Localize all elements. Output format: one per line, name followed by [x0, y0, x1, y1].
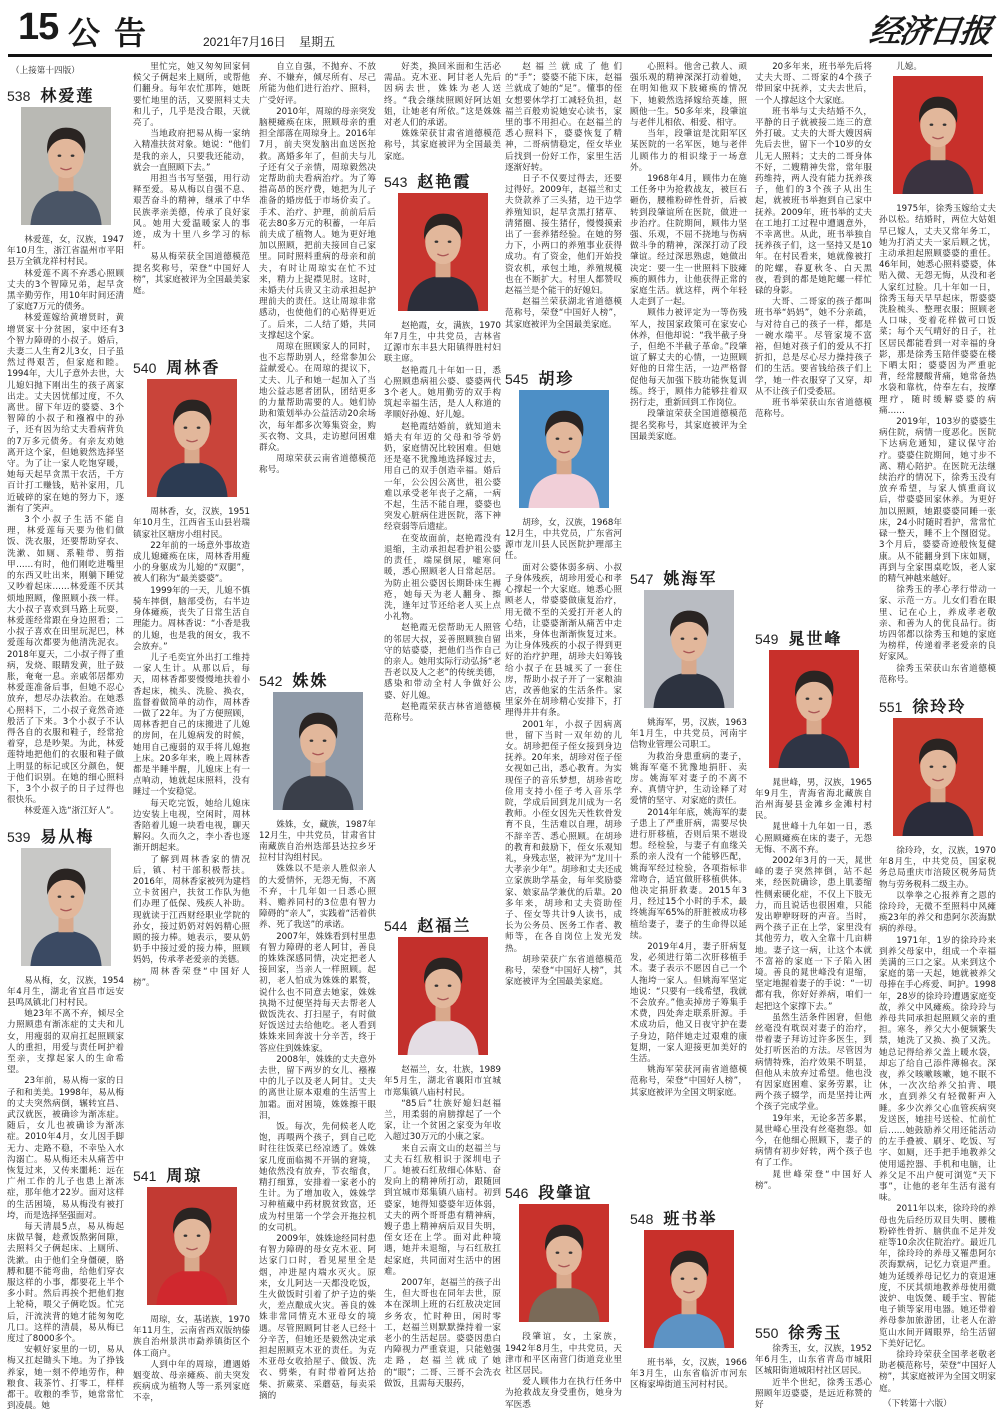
article-paragraph: 2007年，姝姝看到村里患有智力障碍的老人阿甘，善良的姝姝深感同情，决定把老人接回家，当亲人一样照顾。起初，老人怕成为姝姝的累赘，说什么也不同意去她家，姝姝执拗不过便坚持每天去帮老人做饭洗衣、打扫屋子，有时做好饭送过去给他吃。老人看到姝姝来回奔波十分辛苦，终于答应住到姝姝家。	[259, 931, 376, 1054]
article-paragraph: 1968年4月，顾伟力在施工任务中为抢救战友，被巨石砸伤，腰椎粉碎性骨折，后被转到段肇谊所在医院，做进一步治疗。住院期间，顾伟力坚强、乐观，不屈不挠地与伤病做斗争的精神，深深打动了段肇谊。经过深思熟虑，她做出决定：要一生一世照料下肢瘫痪的顾伟力，让他获得正常的家庭生活。就这样，两个年轻人走到了一起。	[630, 174, 747, 308]
entry-name: 班书举	[663, 1208, 718, 1228]
article-paragraph: “85后”壮族好媳妇赵福兰，用柔弱的肩膀撑起了一个家，让一个贫困之家变为年收入超过30万元的小康之家。	[384, 1098, 501, 1143]
article-paragraph: 当地政府把易从梅一家纳入精准扶贫对象。她说：“他们是我的亲人，只要我还能动，就会一直照顾下去。”	[133, 129, 250, 173]
entry-heading	[505, 366, 622, 388]
article-paragraph: 面对公婆体弱多病、小叔子身体残疾，胡珍用爱心和孝心撑起一个大家庭。她悉心照顾老人，带婆婆做康复治疗，用无微不至的关爱打开老人的心结，让婆婆渐渐从痛苦中走出来，身体也渐渐恢复过来。为让身体残疾的小叔子得到更好的治疗护理，胡珍夫妇筹钱给小叔子在县城买了一套住房，帮助小叔子开了一家粮油店，改善他家的生活条件。家里家外在胡珍精心安排下，打理得井井有条。	[505, 562, 622, 719]
entry-name: 晁世峰	[788, 628, 843, 648]
entry-number: 545	[505, 370, 529, 387]
article-paragraph: 赵艳霞荣获吉林省道德模范称号。	[384, 701, 501, 723]
article-paragraph: 为救治身患重病的妻子，姚海军毫不犹豫地捐肝、卖房。姚海军对妻子的不离不弃、真情守护，生动诠释了对爱情的坚守、对家庭的责任。	[630, 751, 747, 807]
article-paragraph: 易从梅，女，汉族，1954年4月生，湖北省宜昌市远安县鸣凤镇北门村村民。	[7, 975, 124, 1008]
article-paragraph: 林爱莲嫁给黄增贤时，黄增贤家十分贫困，家中还有3个智力障碍的小叔子。婚后，夫妻二人生育2儿3女，日子虽然过得艰苦，但家庭和睦。1994年，大儿子意外去世，大儿媳妇抛下刚出生的孩子离家出走。丈夫因忧郁过度，不久离世。留下年迈的婆婆、3个智障的小叔子和襁褓中的孙子，还有因为给丈夫看病背负的7万多元债务。有亲友劝她离开这个家，但她毅然选择坚守。为了让一家人吃饱穿暖，她每天起早贪黑干农活，千方百计打工赚钱，贴补家用，几近破碎的家在她的努力下，逐渐有了笑声。	[7, 313, 124, 514]
article-paragraph: 徐玲玲，女，汉族，1970年8月生，中共党员，国家税务总局重庆市涪陵区税务局货物与劳务税科二级主办。	[879, 845, 996, 890]
article-paragraph: 段肇谊，女，土家族，1942年8月生，中共党员，天津市和平区南营门街道竞业里社区居民。	[505, 1332, 622, 1377]
article-paragraph: 2008年，姝姝的丈夫意外去世，留下两岁的女儿、襁褓中的儿子以及老人阿甘。丈夫的离世让原本艰难的生活雪上加霜。面对困境，姝姝擦干眼泪，	[259, 1054, 376, 1121]
entry-number: 542	[259, 672, 283, 689]
article-paragraph: 林爱莲不离不弃悉心照顾丈夫的3个智障兄弟，起早贪黑辛勤劳作，用10年时间还清了家庭7万元的债务。	[7, 268, 124, 313]
article-paragraph: 日子不仅要过得去，还要过得好。2009年，赵福兰和丈夫贷款养了三头猪，边干边学养殖知识，起早贪黑打猪草、清猪圈、接生猪仔，慢慢摸索出了一套养猪经验。在她的努力下，小两口的养殖事业获得成功。有了资金，他们开始投资农机，承包土地，养殖规模也在不断扩大。村里人都赞叹赵福兰是个能干的好媳妇。	[505, 174, 622, 297]
article-paragraph: 2019年4月，妻子肝病复发，必须进行第二次肝移植手术。妻子表示不愿因自己一个人拖垮一家人。但姚海军坚定地说：“只要有一线希望，我就不会放弃。”他卖掉房子筹集手术费，四处奔走联系肝源。手术成功后，他又日夜守护在妻子身边，陪伴她走过艰难的康复期，一家人迎接更加美好的生活。	[630, 941, 747, 1064]
portrait-photo	[21, 107, 111, 225]
date-text: 2021年7月16日	[203, 35, 286, 49]
entry-heading	[133, 355, 250, 378]
article-paragraph: 3个小叔子生活不能自理，林爱莲每天要为他们做饭、洗衣服，还要帮助穿衣、洗漱、如厕、系鞋带、剪指甲……有时，他们刚吃进嘴里的东西又吐出来，刚躺下睡觉又吵着起床……林爱莲不厌其烦地照顾，像照顾小孩一样。大小叔子喜欢到马路上玩耍，林爱莲经常跟在身边照看；二小叔子喜欢在田里玩泥巴，林爱莲每次都要为他清洗泥衣。2018年夏天，二小叔子得了重病，发烧、眼睛发黄，肚子鼓胀，奄奄一息。亲戚邻居都劝林爱莲准备后事，但她不忍心放弃，想尽办法救治。在她悉心照料下，二小叔子竟然奇迹般活了下来。3个小叔子不认得各自的衣服和鞋子，经常抢着穿，总是吵架。为此，林爱莲特地把他们的衣服和鞋子做上明显的标记或区分颜色，便于他们识别。在她的细心照料下，3个小叔子的日子过得也很快乐。	[7, 515, 124, 806]
entry-number: 549	[755, 630, 779, 647]
article-paragraph: 2009年，姝姝途经同村患有智力障碍的母女克木亚、阿达家门口时，看见屋里全是烟，冲进屋内端水灭火。原来，女儿阿达一天都没吃饭，生火做饭时引着了炉子边的柴火，差点酿成火灾。善良的姝姝非常同情克木亚母女的境遇。尽管照顾阿甘老人已经十分辛苦，但她还是毅然决定承担起照顾克木亚的责任。为克木亚母女收拾屋子、做饭、洗衣、劈柴，有时带着阿达拾柴、折蕨菜、采蘑菇，每卖采摘的	[259, 1234, 376, 1401]
article-paragraph: 来自云南文山的赵福兰与丈夫石红敖相识于深圳电子厂。她被石红敖细心体贴、奋发向上的精神所打动，跟随回到宜城市郑集镇八庙村。初到婆家，她得知婆婆年迈体弱，丈夫的两个哥哥患有精神病，嫂子患上精神病后双目失明，侄女还在上学。面对此种境遇，她并未退缩，与石红敖扛起家庭，共同面对生活中的困难。	[384, 1143, 501, 1277]
portrait-photo	[769, 650, 859, 768]
article-paragraph: 姝姝荣获甘肃省道德模范称号，其家庭被评为全国最美家庭。	[384, 129, 501, 162]
portrait-photo	[21, 848, 111, 966]
column-5	[505, 62, 622, 1411]
entry-name: 段肇谊	[538, 1183, 593, 1203]
article-paragraph: 赵福兰荣获湖北省道德模范称号，荣登“中国好人榜”，其家庭被评为全国最美家庭。	[505, 297, 622, 330]
portrait-figure-icon	[398, 193, 488, 311]
article-paragraph: 赵福兰就成了他们的“手”；婆婆不能下床，赵福兰就成了她的“足”。懂事的侄女想要休学打工减轻负担，赵福兰百般劝说她安心读书，家里的事不用担心。在赵福兰的悉心照料下，婆婆恢复了精神，二哥病情稳定，侄女毕业后找到一份好工作，家里生活逐渐好转。	[505, 62, 622, 173]
article-paragraph: 赵艳霞结婚前，就知道未婚夫有年迈的父母和爷爷奶奶，家庭情况比较困难。但她还是毫不犹豫地选择嫁过去，用自己的双手创造幸福。婚后一年，公公因公离世，祖公婆难以承受老年丧子之痛，一病不起，生活不能自理，婆婆也突发心脏病住进医院，落下神经衰弱等后遗症。	[384, 421, 501, 533]
article-paragraph: 赵艳霞，女，满族，1970年7月生，中共党员，吉林省辽源市东丰县大阳镇得胜村妇联主席。	[384, 320, 501, 365]
portrait-figure-icon	[644, 1230, 734, 1348]
entry-name: 姚海军	[663, 568, 718, 588]
article-paragraph: 晁世峰，男，汉族，1965年9月生，青海省海北藏族自治州海晏县金滩乡金滩村村民。	[755, 777, 872, 822]
article-paragraph: 姚海军荣获河南省道德模范称号，荣登“中国好人榜”，其家庭被评为全国文明家庭。	[630, 1065, 747, 1098]
entry-name: 赵福兰	[417, 916, 472, 936]
article-paragraph: 在变故面前，赵艳霞没有退缩，主动承担起看护祖公婆的责任，端屎倒尿，嘘寒问暖，悉心照顾老人日常起居。为防止祖公婆因长期卧床生褥疮，她每天为老人翻身、擦洗，逢年过节还给老人买上点小礼物。	[384, 533, 501, 623]
entry-number: 541	[133, 1168, 157, 1184]
article-paragraph: 班书举，女，汉族，1966年3月生，山东省临沂市河东区梅家埠街道玉河村村民。	[630, 1357, 747, 1391]
article-paragraph: 爱人顾伟力在执行任务中为抢救战友身受重伤，她身为军医悉	[505, 1377, 622, 1410]
article-paragraph: 1999年的一天，儿媳不慎骑车摔倒，脑部受伤，右半边身体瘫痪，丧失了日常生活自理能力。周林香说：“小香是我的儿媳，也是我的闺女，我不会放弃。”	[133, 585, 250, 652]
entry-number: 548	[630, 1210, 654, 1227]
entry-heading	[384, 913, 501, 936]
article-paragraph: 周琼荣获云南省道德模范称号。	[259, 454, 376, 476]
entry-name: 姝姝	[292, 670, 329, 690]
article-paragraph: 大哥、二哥家的孩子都叫班书举“妈妈”，她不分亲疏，与对待自己的孩子一样，都是一碗水端平。尽管家境不富裕，但她对孩子们的爱从不打折扣，总是尽心尽力操持孩子们的生活。要省钱给孩子们上学，她一件衣服穿了又穿，却从不让孩子们受委屈。	[755, 297, 872, 397]
article-paragraph: 当年，段肇谊是沈阳军区某医院的一名军医，她与老伴儿顾伟力的相识缘于一场意外。	[630, 129, 747, 173]
article-paragraph: 段肇谊荣获全国道德模范提名奖称号，其家庭被评为全国最美家庭。	[630, 409, 747, 442]
column-4	[384, 62, 501, 1390]
article-paragraph: 林爱莲入选“浙江好人”。	[24, 806, 120, 817]
article-paragraph: 班书举与丈夫结婚不久，平静的日子就被接二连三的意外打破。丈夫的大哥大嫂因病先后去世，留下一个10岁的女儿无人照料；丈夫的二哥身体不好，二嫂精神失常，常年服药维持，两人没有能力抚养孩子，他们的3个孩子从出生起，就被班书举抱到自己家中抚养。2009年，班书举的丈夫在工地打工过程中遭遇意外，不幸离世。从此，班书举独自抚养孩子们，这一坚持又是10年。在村民看来，她就像被打的陀螺，春夏秋冬、白天黑夜，看到的都是她陀螺一样忙碌的身影。	[755, 106, 872, 297]
entry-heading	[630, 1206, 747, 1228]
column-2	[133, 62, 250, 1405]
portrait-photo	[273, 692, 363, 810]
article-paragraph: 里忙完，她又匆匆回家伺候父子俩起来上厕所，或帮他们翻身。每年农忙那阵，她既要忙地里的活，又要照料丈夫和儿子，几乎是没合眼，天就亮了。	[133, 62, 250, 129]
article-paragraph: 2014年年底，姚海军的妻子患上了严重肝病，需要尽快进行肝移植，否则后果不堪设想。经检验，与妻子有血缘关系的亲人没有一个能够匹配，姚海军经过检验，各项指标非常吻合，适宜做肝移植供体。他决定捐肝救妻。2015年3月，经过15个小时的手术，最终姚海军65%的肝脏被成功移植给妻子，妻子的生命得以延续。	[630, 807, 747, 941]
article-paragraph: 儿媳。	[896, 62, 922, 72]
article-paragraph: 她23年不离不弃，倾尽全力照顾患有渐冻症的丈夫和儿女，用瘦弱的双肩扛起照顾家人的重担，用爱与责任呵护着至亲，支撑起家人的生命希望。	[7, 1009, 124, 1076]
article-paragraph: 徐秀玉，女，汉族，1952年6月生，山东省青岛市城阳区城阳街道城阳村社区居民。	[755, 1344, 872, 1377]
entry-name: 赵艳霞	[417, 171, 472, 191]
article-paragraph: 了解到周林香家的情况后，镇、村干部积极帮扶。2016年，周林香家被列为建档立卡贫困户，扶贫工作队为他们办理了低保、残疾人补助。现就读于江西财经职业学院的孙女，接过奶奶对妈妈精心照顾的接力棒。她表示，要从奶奶手中接过爱的接力棒，照顾妈妈，传承孝老爱亲的美德。	[133, 854, 250, 966]
article-paragraph: 徐秀玉荣获山东省道德模范称号。	[879, 663, 996, 685]
entry-name: 徐秀玉	[788, 1323, 843, 1343]
article-paragraph: 徐玲玲荣获全国孝老敬老助老模范称号，荣登“中国好人榜”，其家庭被评为全国文明家庭。	[879, 1350, 996, 1394]
portrait-figure-icon	[893, 76, 983, 194]
portrait-figure-icon	[519, 1204, 609, 1322]
article-paragraph: 班书举荣获山东省道德模范称号。	[755, 398, 872, 420]
entry-number: 547	[630, 570, 654, 587]
portrait-photo	[147, 379, 237, 497]
portrait-figure-icon	[769, 650, 859, 768]
entry-heading	[630, 566, 747, 588]
portrait-photo	[147, 1187, 237, 1305]
article-paragraph: 用担当书写坚强，用行动释至爱。易从梅以自强不息、艰苦奋斗的精神，继承了中华民族孝亲美德，传承了良好家风。她用大爱温暖家人的事迹，成为十里八乡学习的标杆。	[133, 174, 250, 252]
portrait-figure-icon	[644, 590, 734, 708]
article-paragraph: 赵艳霞无偿帮助无人照管的邻居大叔，妥善照顾独自留守的姑婆婆，把他们当作自己的亲人。她用实际行动弘扬“老吾老以及人之老”的传统美德，感染和带动全村人争做好公婆、好儿媳。	[384, 623, 501, 701]
portrait-figure-icon	[893, 718, 983, 836]
article-paragraph: 胡珍荣获广东省道德模范称号，荣登“中国好人榜”，其家庭被评为全国最美家庭。	[505, 954, 622, 988]
article-paragraph: 22年前的一场意外事故造成儿媳瘫痪在床，周林香用瘦小的身躯成为儿媳的“双腿”，被人们称为“最美婆婆”。	[133, 540, 250, 585]
article-paragraph: 周琼在照顾家人的同时，也不忘帮助别人，经常参加公益献爱心。在周琼的提议下，丈夫、儿子和她一起加入了当地公益志愿者团队，团结更多的力量帮助需要的人。她们协助和策划举办公益活动20余场次，每年都多次筹集资金，购买衣物、文具，走访慰问困难群众。	[259, 342, 376, 453]
weekday-text: 星期五	[299, 35, 336, 49]
article-paragraph: 2011年以来，徐玲玲的养母也先后经历双目失明、腰椎粉碎性骨折、脑供血不足并发症等10余次住院治疗。最近几年，徐玲玲的养母又罹患阿尔茨海默病，记忆力衰退严重。她为延缓养母记忆力的衰退速度，不厌其烦地教养母使用微波炉、电饭煲、暖手宝、智能电子锁等家用电器。她还带着养母参加旅游团，让老人在游览山水间开阔眼界，给生活留下美好记忆。	[879, 1204, 996, 1349]
article-paragraph: 顾伟力被评定为一等伤残军人，按国家政策可在家安心休养，但他却说：“我半截子身子，但绝不半截子革命。”段肇谊了解丈夫的心情，一边照顾好他的日常生活，一边严格督促他每天加强下肢功能恢复训练。终于，顾伟力能够拄着双拐行走，重新回到工作岗位。	[630, 308, 747, 409]
article-paragraph: 胡珍，女，汉族，1968年12月生，中共党员，广东省河源市龙川县人民医院护理部主任。	[505, 517, 622, 562]
article-paragraph: 每天清晨5点，易从梅起床做早餐，趁煮饭熬粥间隙，去照料父子俩起床、上厕所、洗漱。由于他们全身僵硬，胳膊和腿不能弯曲，给他们穿衣服这样的小事，都要花上半个多小时。然后再挨个把他们抱上轮椅，喂父子俩吃饭。忙完后，汗流浃背的她才能匆匆吃几口。这样的清晨，易从梅已度过了8000多个。	[7, 1222, 124, 1345]
article-paragraph: 2001年，小叔子因病离世，留下当时一双年幼的儿女。胡珍把侄子侄女接到身边抚养。20年来，胡珍对侄子侄女视如己出，悉心教育。为实现侄子的音乐梦想，胡珍省吃俭用支持小侄子考入音乐学院，学成后回到龙川成为一名教师。小侄女因先天性软骨发育不良，生活难以自理，胡珍不辞辛苦、悉心照顾。在胡珍的教育和鼓励下，侄女乐观知礼，身残志坚，被评为“龙川十大孝亲少年”。胡珍和丈夫还成立家族助学基金，每年奖励婆家、娘家品学兼优的后辈。20多年来，胡珍和丈夫资助侄子、侄女等共计9人读书，成长为公务员、医务工作者、教师等，在各自岗位上发光发热。	[505, 719, 622, 954]
entry-name: 徐玲玲	[912, 696, 967, 716]
article-paragraph: 姝姝，女，藏族，1987年12月生，中共党员，甘肃省甘南藏族自治州迭部县达拉乡牙拉村甘沟组村民。	[259, 819, 376, 864]
entry-number: 550	[755, 1325, 779, 1342]
article-paragraph: 1971年，1岁的徐玲玲来到养父母家中，组成一个幸福美满的三口之家。从来到这个家庭的第一天起，她就被养父母捧在手心疼爱、呵护。1998年，28岁的徐玲玲遭遇家庭变故，养父中风瘫痪。徐玲玲与养母共同承担起照顾父亲的重担。寒冬，养父大小便频繁失禁，她洗了又换、换了又洗。她总记得给养父盖上暖水袋，却忘了给自己添件薄棉衣。深夜，养父咳嗽咳嗽，她不眠不休，一次次给养父拍背、喂水，直到养父有轻微鼾声入睡。多少次养父心血管疾病突发送医，她挂号送检、忙前忙后……她鼓励养父用还能活动的左手叠被、刷牙、吃饭、写字、如厕，还手把手地教养父使用遥控器、手机和电脑，让养父足不出户便可浏览“天下事”，让他的老年生活有滋有味。	[879, 935, 996, 1204]
article-paragraph: 以拳拳之心报养育之恩的徐玲玲，无微不至照料中风瘫痪23年的养父和患阿尔茨海默病的养母。	[879, 890, 996, 935]
section-title: 公告	[68, 14, 161, 52]
continuation-note: （上接第十四版）	[11, 66, 80, 76]
article-paragraph: 周琼，女，基诺族，1970年11月生，云南省西双版纳傣族自治州景洪市勐养镇街区个体工商户。	[133, 1315, 250, 1359]
entry-heading	[505, 1180, 622, 1203]
portrait-figure-icon	[147, 1187, 237, 1305]
entry-heading	[7, 83, 124, 105]
article-paragraph: 1975年，徐秀玉嫁给丈夫孙以松。结婚时，两位大姑姐早已嫁人，丈夫又常年务工，她为打消丈夫一家后顾之忧，主动承担起照顾婆婆的重任。46年间，她悉心照料婆婆，体贴入微、无怨无悔，从没和老人家红过脸。几十年如一日，徐秀玉每天早早起床，帮婆婆洗脸梳头、整理衣服；照顾老人口味，变着花样做可口饭菜；每个天气晴好的日子，社区居民都能看到一对幸福的身影，那是徐秀玉陪伴婆婆在楼下晒太阳；婆婆因为严重驼背，经常腰酸背痛，她常备热水袋和靠枕，侍奉左右，按摩理疗，随时缓解婆婆的病痛……	[879, 204, 996, 416]
article-paragraph: 晁世峰荣登“中国好人榜”。	[755, 1169, 872, 1191]
article-paragraph: 心照料。他舍己救人、顽强乐观的精神深深打动着她，在明知他双下肢瘫痪的情况下，她毅然选择嫁给英雄，照顾他一生。50多年来，段肇谊与老伴儿相依、相爱、相守。	[630, 62, 747, 129]
portrait-photo	[893, 76, 983, 194]
portrait-photo	[398, 937, 488, 1055]
article-paragraph: 每天吃完饭，她给儿媳床边安装上电视，空闲时，周林香陪着儿媳一块看电视，聊天解闷。久而久之，李小香也逐渐开朗起来。	[133, 798, 250, 854]
article-paragraph: 晁世峰十九年如一日，悉心照顾瘫痪在床的妻子，无怨无悔、不离不弃。	[755, 822, 872, 855]
article-paragraph: 自立自强，不抛弃、不放弃、不嫌弃，倾尽所有、尽己所能为他们进行治疗、照料，广受好评。	[259, 62, 376, 106]
article-paragraph: 人到中年的周琼，遭遇婚姻变故、母亲瘫痪、前夫突发疾病成为植物人等一系列家庭不幸，	[133, 1359, 250, 1404]
portrait-figure-icon	[21, 848, 111, 966]
portrait-photo	[398, 193, 488, 311]
article-paragraph: 饭。每次，先伺候老人吃饱，再喂两个孩子，到自己吃时往往饭菜已经凉透了。姝姝家几度面临揭不开锅的窘境，她依然没有放弃，节衣缩食，精打细算，安排着一家老小的生计。为了增加收入，姝姝学习种植藏中药材脱贫致富，还成为村里第一个学会开拖拉机的女司机。	[259, 1122, 376, 1233]
article-paragraph: 徐秀玉的孝心孝行带动一家、示范一方。儿女们看在眼里、记在心上，养成孝老敬亲、和善为人的优良品行。街坊四邻都以徐秀玉和她的家庭为榜样，传递着孝老爱亲的良好家风。	[879, 585, 996, 663]
article-paragraph: 2010年，周琼的母亲突发脑梗瘫痪在床，照顾母亲的重担全部落在周琼身上。2016年7月，前夫突发脑出血送医抢救。离婚多年了，但前夫与儿子还有父子亲情，周琼毅然决定帮助前夫看病治疗。为了筹措高昂的医疗费，她把为儿子准备的婚房低于市场价卖了。手术、治疗、护理，前前后后花去80多万元的积蓄，一年后前夫成了植物人。她为更好地加以照顾，把前夫接回自己家里。同时照料重病的母亲和前夫，有时让周琼实在忙不过来，精力上捉襟见肘。这时，未婚夫付兵贵又主动承担起护理前夫的责任。这让周琼非常感动，也使他们的心贴得更近了。后来，二人结了婚，共同支撑起这个家。	[259, 106, 376, 341]
column-1	[7, 62, 124, 1412]
portrait-figure-icon	[273, 692, 363, 810]
entry-number: 544	[384, 918, 408, 935]
entry-name: 胡珍	[538, 368, 575, 388]
page-number: 15	[18, 6, 59, 48]
column-3	[259, 62, 376, 1402]
article-paragraph: 好类，换回米面和生活必需品。克木亚、阿甘老人先后因病去世，姝姝为老人送终。“我会继续照顾好阿达姐姐，让她老有所依。”这是姝姝对老人们的承诺。	[384, 62, 501, 129]
article-paragraph: 20多年来，班书举先后将丈夫大哥、二哥家的4个孩子带回家中抚养，丈夫去世后，一个人撑起这个大家庭。	[755, 62, 872, 106]
entry-number: 538	[7, 88, 31, 104]
portrait-photo	[519, 1204, 609, 1322]
entry-heading	[879, 694, 996, 716]
entry-number: 540	[133, 360, 157, 377]
entry-number: 539	[7, 828, 31, 845]
column-6	[630, 62, 747, 1391]
article-paragraph: 2007年，赵福兰的孩子出生，但大哥也在同年去世，原本在深圳上班的石红敖决定回乡务农，忙时种田，闲时零工，赵福兰则默默操持着一家老小的生活起居。婆婆因患白内障视力严重衰退，只能勉强走路，赵福兰就成了她的“眼”；二哥、三哥不会洗衣做饭，且需每天服药，	[384, 1278, 501, 1389]
portrait-figure-icon	[147, 379, 237, 497]
article-paragraph: 赵艳霞几十年如一日，悉心照顾患病祖公婆、婆婆两代3个老人。她用勤劳的双手构筑起幸福生活，是人人称道的孝顺好孙媳、好儿媳。	[384, 365, 501, 421]
article-paragraph: 23年前，易从梅一家的日子和和美美。1998年，易从梅的丈夫突然病倒，辗转宜昌、武汉就医，被确诊为渐冻症。随后，女儿也被确诊为渐冻症。2010年4月，女儿因手脚无力、走路不稳，不幸坠入水沟溺亡。易从梅还未从痛苦中恢复过来，又传来噩耗：远在广州工作的儿子也患上渐冻症，那年他才22岁。面对这样的生活困境，易从梅没有被打垮，而是选择坚强面对。	[7, 1076, 124, 1221]
entry-heading	[259, 668, 376, 690]
article-paragraph: 周林香，女，汉族，1951年10月生，江西省玉山县岩瑞镇家社区塘房小组村民。	[133, 507, 250, 540]
newspaper-logo: 经济日报	[867, 12, 993, 50]
entry-heading	[755, 1320, 872, 1343]
entry-heading	[755, 626, 872, 648]
entry-number: 543	[384, 173, 408, 190]
article-paragraph: 近半个世纪，徐秀玉悉心照顾年迈婆婆，是远近称赞的好	[755, 1377, 872, 1411]
entry-name: 易从梅	[40, 826, 95, 846]
portrait-photo	[644, 1230, 734, 1348]
article-paragraph: 姝姝以不是亲人胜似亲人的大爱情怀，无怨无悔，不离不弃，十几年如一日悉心照料、赡养同村的3位患有智力障碍的“亲人”，实践着“活着供养、死了我送”的承诺。	[259, 864, 376, 931]
article-paragraph: 林爱莲，女，汉族，1947年10月生，浙江省温州市平阳县万全镇龙祥村村民。	[7, 235, 124, 268]
article-paragraph: 易从梅荣获全国道德模范提名奖称号，荣登“中国好人榜”，其家庭被评为全国最美家庭。	[133, 252, 250, 297]
entry-name: 周林香	[166, 358, 221, 378]
entry-heading	[133, 1163, 250, 1185]
entry-name: 林爱莲	[40, 86, 95, 105]
entry-number: 546	[505, 1185, 529, 1202]
article-paragraph: 赵福兰，女，壮族，1989年5月生，湖北省襄阳市宜城市郑集镇八庙村村民。	[384, 1065, 501, 1098]
article-paragraph: 周林香荣登“中国好人榜”。	[133, 966, 250, 988]
column-8	[879, 62, 996, 1410]
column-7	[755, 62, 872, 1411]
portrait-photo	[893, 718, 983, 836]
portrait-figure-icon	[519, 390, 609, 508]
entry-name: 周琼	[166, 1166, 203, 1185]
portrait-photo	[519, 390, 609, 508]
entry-heading	[7, 824, 124, 846]
portrait-figure-icon	[398, 937, 488, 1055]
portrait-figure-icon	[21, 107, 111, 225]
entry-heading	[384, 169, 501, 191]
article-paragraph: 姚海军，男，汉族，1963年1月生，中共党员，河南宇信物业管理公司职工。	[630, 717, 747, 751]
article-paragraph: 19年来，无论多苦多累，晁世峰心里没有丝毫抱怨。如今，在他细心照顾下，妻子的病情有初步好转，两个孩子也有了工作。	[755, 1113, 872, 1169]
article-paragraph: 2019年，103岁的婆婆生病住院，病情一度恶化。医院下达病危通知，建议保守治疗。婆婆住院期间，她寸步不离、精心陪护。在医院无法继续治疗的情况下，徐秀玉没有放弃希望，与家人慎重商议后，带婆婆回家休养。为更好加以照顾，她跟婆婆同睡一张床，24小时随时看护，常常忙碌一整天，睡不上个囫囵觉。3个月后，婆婆奇迹般恢复健康。从不能翻身到下床如厕，再到与全家围桌吃饭，老人家的精气神越来越好。	[879, 417, 996, 584]
portrait-photo	[644, 590, 734, 708]
article-paragraph: 虽然生活条件困窘，但他丝毫没有耽误对妻子的治疗，带着妻子拜访过许多医生，到处打听医治的方法。尽管因为病情特殊，治疗效果不明显，但他从未放弃过希望。他也没有因家庭困难、家务劳累，让两个孩子辍学，而是坚持让两个孩子完成学业。	[755, 1012, 872, 1113]
entry-number: 551	[879, 698, 903, 715]
article-paragraph: 安顿好家里的一切，易从梅又扛起锄头下地。为了挣钱养家，她一刻不停地劳作，种粮食、栽茶竹、打零工，样样都干。收粮的季节，她常常忙到凌晨。她	[7, 1345, 124, 1412]
article-paragraph: 儿子毛奕宜外出打工维持一家人生计。从那以后，每天，周林香都要慢慢地扶着小香起床，梳头、洗脸、换衣，监督着做简单的动作，周林香一做了22年。为了方便照顾，周林香把自己的床搬进了儿媳的房间，在儿媳病发的时候，她用自己瘦弱的双手将儿媳抱上床。20多年来，晚上周林香都是半睡半醒，儿媳床上有一点响动，她就起床照料，没有睡过一个安稳觉。	[133, 652, 250, 798]
continuation-note: （下转第十六版）	[883, 1398, 952, 1409]
article-paragraph: 2002年3月的一天，晁世峰的妻子突然摔倒，站不起来，经医院确诊，患上肌萎缩性侧索硬化症，不仅上下肢无力，而且说话也很困难，只能发出咿咿呀呀的声音。当时，两个孩子正在上学，家里没有其他劳力，收入全靠十几亩耕地。妻子这一病，让这个本就不富裕的家庭一下子陷入困境。善良的晁世峰没有退缩，坚定地握着妻子的手说：“一切都有我，你好好养病，咱们一起把这个家撑下去。”	[755, 855, 872, 1012]
